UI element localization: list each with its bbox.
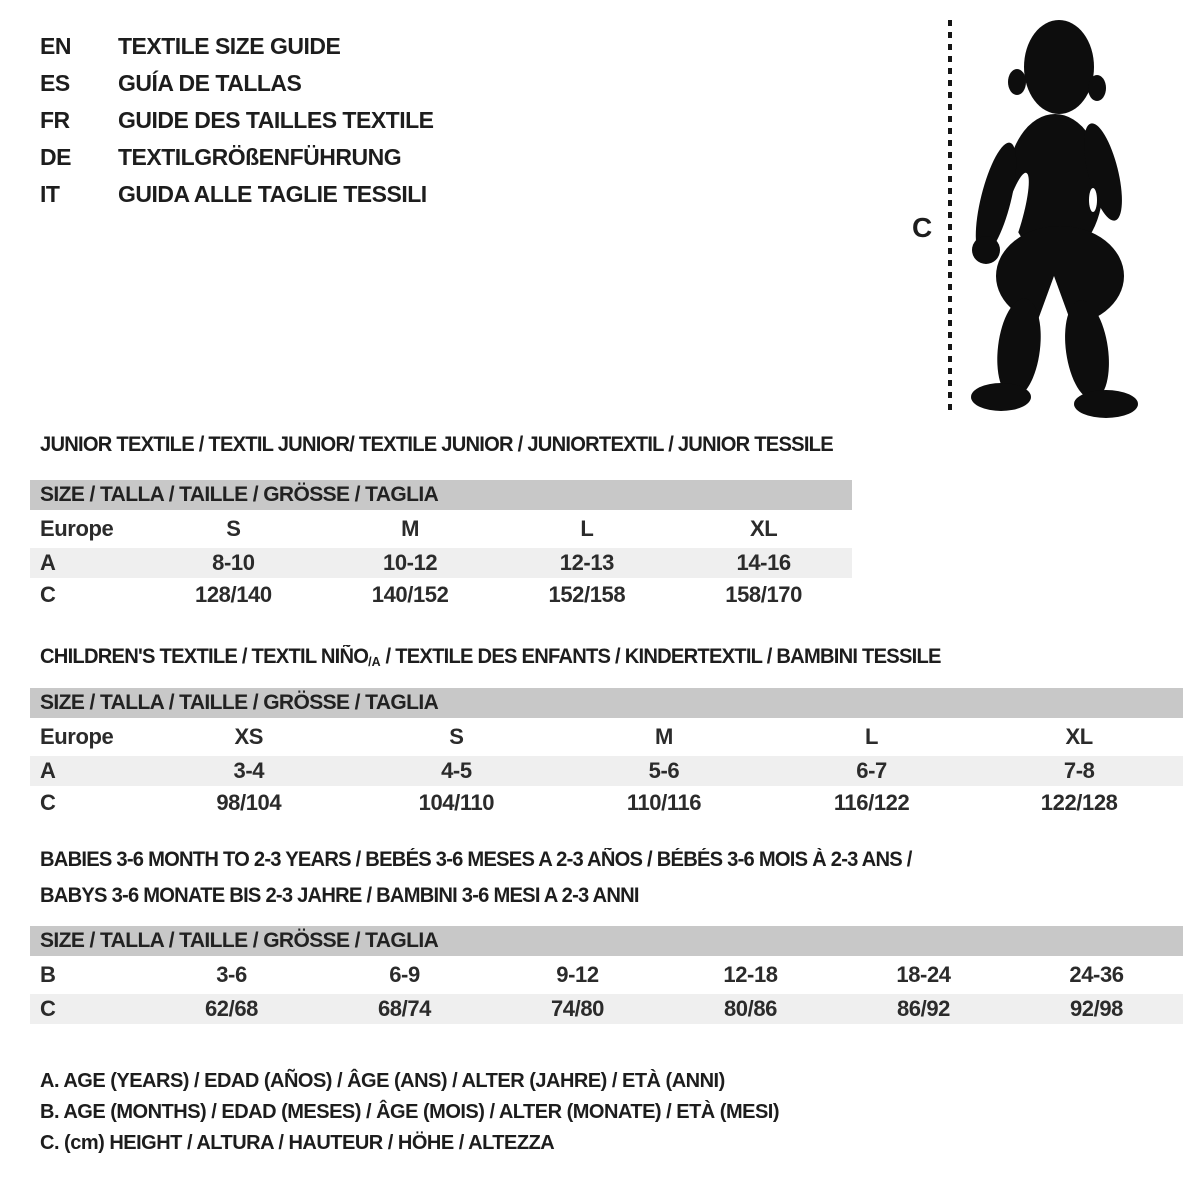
column-header: XL: [749, 516, 778, 541]
list-item: [40, 65, 434, 102]
list-item: [40, 102, 434, 139]
children-section-title: [40, 645, 941, 669]
legend-line-a: A. AGE (YEARS) / EDAD (AÑOS) / ÂGE (ANS) / ALTER (JAHRE) / ETÀ (ANNI): [40, 1070, 725, 1092]
table-row: [30, 956, 1183, 994]
guide-title: GUIDE DES TAILLES TEXTILE: [118, 107, 434, 133]
column-header: Europe: [40, 724, 114, 749]
table-cell: 6-7: [856, 758, 887, 783]
table-cell: 104/110: [418, 790, 495, 815]
column-header: L: [580, 516, 594, 541]
children-title-part2: / TEXTILE DES ENFANTS / KINDERTEXTIL / BAMBINI TESSILE: [380, 645, 941, 668]
table-cell: 7-8: [1063, 758, 1095, 783]
height-measure-line: [948, 20, 952, 416]
column-header: L: [865, 724, 879, 749]
table-row: [30, 994, 1183, 1024]
table-cell: 80/86: [723, 996, 778, 1021]
table-cell: 92/98: [1069, 996, 1124, 1021]
column-header: M: [655, 724, 673, 749]
list-item: [40, 139, 434, 176]
legend: [40, 1066, 779, 1159]
table-cell: 8-10: [212, 550, 255, 575]
list-item: [40, 176, 434, 213]
babies-section-title-line1: BABIES 3-6 MONTH TO 2-3 YEARS / BEBÉS 3-6 MESES A 2-3 AÑOS / BÉBÉS 3-6 MOIS À 2-3 ANS /: [40, 848, 912, 871]
row-label: B: [40, 962, 56, 987]
guide-title: GUÍA DE TALLAS: [118, 70, 302, 96]
table-cell: 6-9: [389, 962, 420, 987]
table-cell: 140/152: [371, 582, 449, 607]
baby-silhouette-icon: [963, 14, 1143, 422]
table-cell: 3-4: [233, 758, 265, 783]
column-header: M: [401, 516, 420, 541]
table-header-row: [30, 718, 1183, 756]
column-header: S: [226, 516, 241, 541]
table-cell: 14-16: [736, 550, 791, 575]
babies-size-table: [30, 926, 1183, 1024]
size-header-bar: SIZE / TALLA / TAILLE / GRÖSSE / TAGLIA: [30, 926, 1183, 956]
table-cell: 116/122: [833, 790, 910, 815]
table-cell: 62/68: [204, 996, 259, 1021]
legend-line-c: C. (cm) HEIGHT / ALTURA / HAUTEUR / HÖHE / ALTEZZA: [40, 1132, 555, 1154]
height-measure-label: C: [912, 212, 933, 243]
language-code: FR: [40, 107, 70, 133]
language-title-list: [40, 28, 434, 213]
babies-section-title-line2: BABYS 3-6 MONATE BIS 2-3 JAHRE / BAMBINI 3-6 MESI A 2-3 ANNI: [40, 884, 639, 907]
legend-line-b: B. AGE (MONTHS) / EDAD (MESES) / ÂGE (MOIS) / ALTER (MONATE) / ETÀ (MESI): [40, 1101, 780, 1123]
guide-title: TEXTILE SIZE GUIDE: [118, 33, 341, 59]
language-code: EN: [40, 33, 71, 59]
guide-title: GUIDA ALLE TAGLIE TESSILI: [118, 181, 427, 207]
column-header: S: [449, 724, 464, 749]
table-cell: 10-12: [382, 550, 438, 575]
table-cell: 158/170: [725, 582, 802, 607]
children-title-sub: /A: [368, 653, 381, 669]
list-item: [40, 28, 434, 65]
children-size-table: [30, 688, 1183, 820]
table-cell: 9-12: [556, 962, 599, 987]
table-row: [30, 756, 1183, 786]
size-header-bar: SIZE / TALLA / TAILLE / GRÖSSE / TAGLIA: [30, 480, 852, 510]
table-header-row: [30, 510, 852, 548]
table-cell: 86/92: [896, 996, 951, 1021]
table-cell: 3-6: [216, 962, 247, 987]
table-cell: 24-36: [1069, 962, 1124, 987]
language-code: ES: [40, 70, 70, 96]
column-header: XL: [1065, 724, 1093, 749]
table-cell: 18-24: [896, 962, 951, 987]
children-title-part1: CHILDREN'S TEXTILE / TEXTIL NIÑO: [40, 645, 369, 668]
table-row: [30, 578, 852, 612]
table-row: [30, 548, 852, 578]
guide-title: TEXTILGRÖßENFÜHRUNG: [118, 144, 402, 170]
language-code: DE: [40, 144, 71, 170]
table-cell: 74/80: [550, 996, 605, 1021]
row-label: A: [40, 758, 56, 783]
junior-size-table: [30, 480, 852, 612]
row-label: C: [40, 996, 56, 1021]
table-cell: 152/158: [548, 582, 626, 607]
row-label: A: [40, 550, 56, 575]
size-header-bar: SIZE / TALLA / TAILLE / GRÖSSE / TAGLIA: [30, 688, 1183, 718]
column-header: XS: [234, 724, 264, 749]
table-cell: 4-5: [441, 758, 472, 783]
table-cell: 68/74: [377, 996, 432, 1021]
table-cell: 110/116: [626, 790, 702, 815]
table-cell: 128/140: [195, 582, 272, 607]
row-label: C: [40, 790, 56, 815]
language-code: IT: [40, 181, 60, 207]
column-header: Europe: [40, 516, 114, 541]
table-row: [30, 786, 1183, 820]
table-cell: 12-18: [723, 962, 778, 987]
table-cell: 12-13: [559, 550, 615, 575]
table-cell: 5-6: [648, 758, 680, 783]
table-cell: 98/104: [216, 790, 282, 815]
row-label: C: [40, 582, 56, 607]
table-cell: 122/128: [1040, 790, 1118, 815]
junior-section-title: JUNIOR TEXTILE / TEXTIL JUNIOR/ TEXTILE JUNIOR / JUNIORTEXTIL / JUNIOR TESSILE: [40, 433, 833, 456]
